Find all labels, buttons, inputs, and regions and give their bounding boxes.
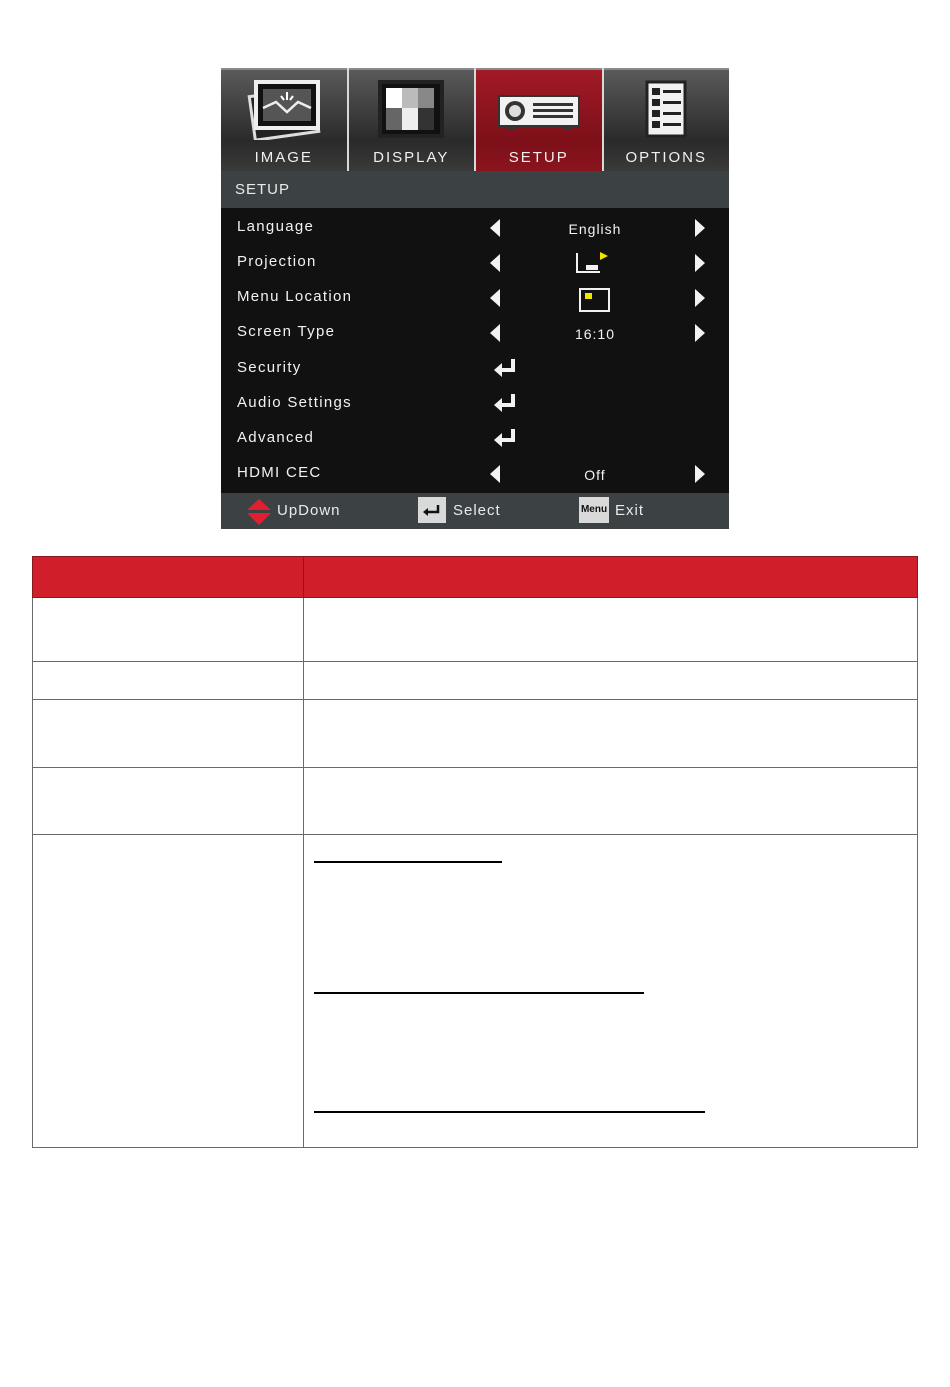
arrow-right-icon[interactable] xyxy=(695,254,705,272)
subheading-underline xyxy=(314,861,502,863)
arrow-left-icon[interactable] xyxy=(490,465,500,483)
table-cell xyxy=(304,598,918,662)
tab-image[interactable] xyxy=(221,68,347,171)
table-cell xyxy=(33,768,304,835)
menu-item-label: HDMI CEC xyxy=(237,464,322,481)
tab-display[interactable] xyxy=(349,68,475,171)
tab-image-label: IMAGE xyxy=(254,149,313,166)
menu-item-value: 16:10 xyxy=(574,326,616,342)
menu-item-audio-settings[interactable] xyxy=(221,386,729,421)
arrow-right-icon[interactable] xyxy=(695,289,705,307)
table-header-cell xyxy=(33,557,304,598)
menu-footer xyxy=(221,493,729,529)
table-row xyxy=(33,598,918,662)
enter-icon[interactable] xyxy=(493,427,519,454)
menu-item-projection[interactable] xyxy=(221,245,729,280)
menu-item-label: Audio Settings xyxy=(237,394,352,411)
table-cell xyxy=(33,700,304,768)
projector-icon xyxy=(497,78,581,139)
select-hint: Select xyxy=(453,502,501,519)
arrow-left-icon[interactable] xyxy=(490,324,500,342)
menu-item-screen-type[interactable] xyxy=(221,315,729,350)
menu-item-menu-location[interactable] xyxy=(221,280,729,315)
table-cell xyxy=(33,835,304,1148)
settings-description-table xyxy=(32,556,918,1148)
menu-title: SETUP xyxy=(221,171,729,208)
menu-location-top-left-icon xyxy=(578,287,612,318)
table-row xyxy=(33,768,918,835)
menu-item-value: Off xyxy=(584,467,606,483)
table-row xyxy=(33,835,918,1148)
table-cell xyxy=(33,598,304,662)
menu-item-label: Advanced xyxy=(237,429,315,446)
display-icon xyxy=(376,78,446,145)
exit-hint: Exit xyxy=(615,502,645,519)
tab-display-label: DISPLAY xyxy=(373,149,450,166)
subheading-underline xyxy=(314,992,644,994)
menu-item-label: Language xyxy=(237,218,315,235)
table-cell xyxy=(304,835,918,1148)
menu-item-label: Menu Location xyxy=(237,288,353,305)
setup-osd-menu xyxy=(221,68,729,529)
table-cell xyxy=(304,700,918,768)
table-cell xyxy=(33,662,304,700)
arrow-left-icon[interactable] xyxy=(490,254,500,272)
menu-key-icon: Menu xyxy=(579,497,609,523)
table-cell xyxy=(304,768,918,835)
menu-item-hdmi-cec[interactable] xyxy=(221,456,729,491)
menu-item-advanced[interactable] xyxy=(221,421,729,456)
menu-item-label: Security xyxy=(237,359,302,376)
menu-item-value: English xyxy=(568,221,622,237)
enter-icon[interactable] xyxy=(493,392,519,419)
menu-item-label: Screen Type xyxy=(237,323,336,340)
updown-arrows-icon xyxy=(247,499,271,529)
arrow-right-icon[interactable] xyxy=(695,219,705,237)
arrow-left-icon[interactable] xyxy=(490,219,500,237)
tab-options[interactable] xyxy=(604,68,730,171)
menu-item-label: Projection xyxy=(237,253,317,270)
table-header-row xyxy=(33,557,918,598)
subheading-underline xyxy=(314,1111,705,1113)
options-icon xyxy=(641,78,691,145)
menu-item-security[interactable] xyxy=(221,351,729,386)
table-row xyxy=(33,662,918,700)
enter-icon[interactable] xyxy=(493,357,519,384)
updown-hint: UpDown xyxy=(277,502,341,519)
table-header-cell xyxy=(304,557,918,598)
arrow-right-icon[interactable] xyxy=(695,324,705,342)
tab-setup-label: SETUP xyxy=(508,149,569,166)
arrow-left-icon[interactable] xyxy=(490,289,500,307)
image-icon xyxy=(246,78,322,145)
arrow-right-icon[interactable] xyxy=(695,465,705,483)
tab-setup[interactable] xyxy=(476,68,602,171)
table-row xyxy=(33,700,918,768)
menu-tabs xyxy=(221,68,729,171)
projection-front-desktop-icon xyxy=(574,249,614,280)
menu-item-language[interactable] xyxy=(221,210,729,245)
select-key-icon xyxy=(418,497,446,523)
tab-options-label: OPTIONS xyxy=(625,149,707,166)
table-cell xyxy=(304,662,918,700)
